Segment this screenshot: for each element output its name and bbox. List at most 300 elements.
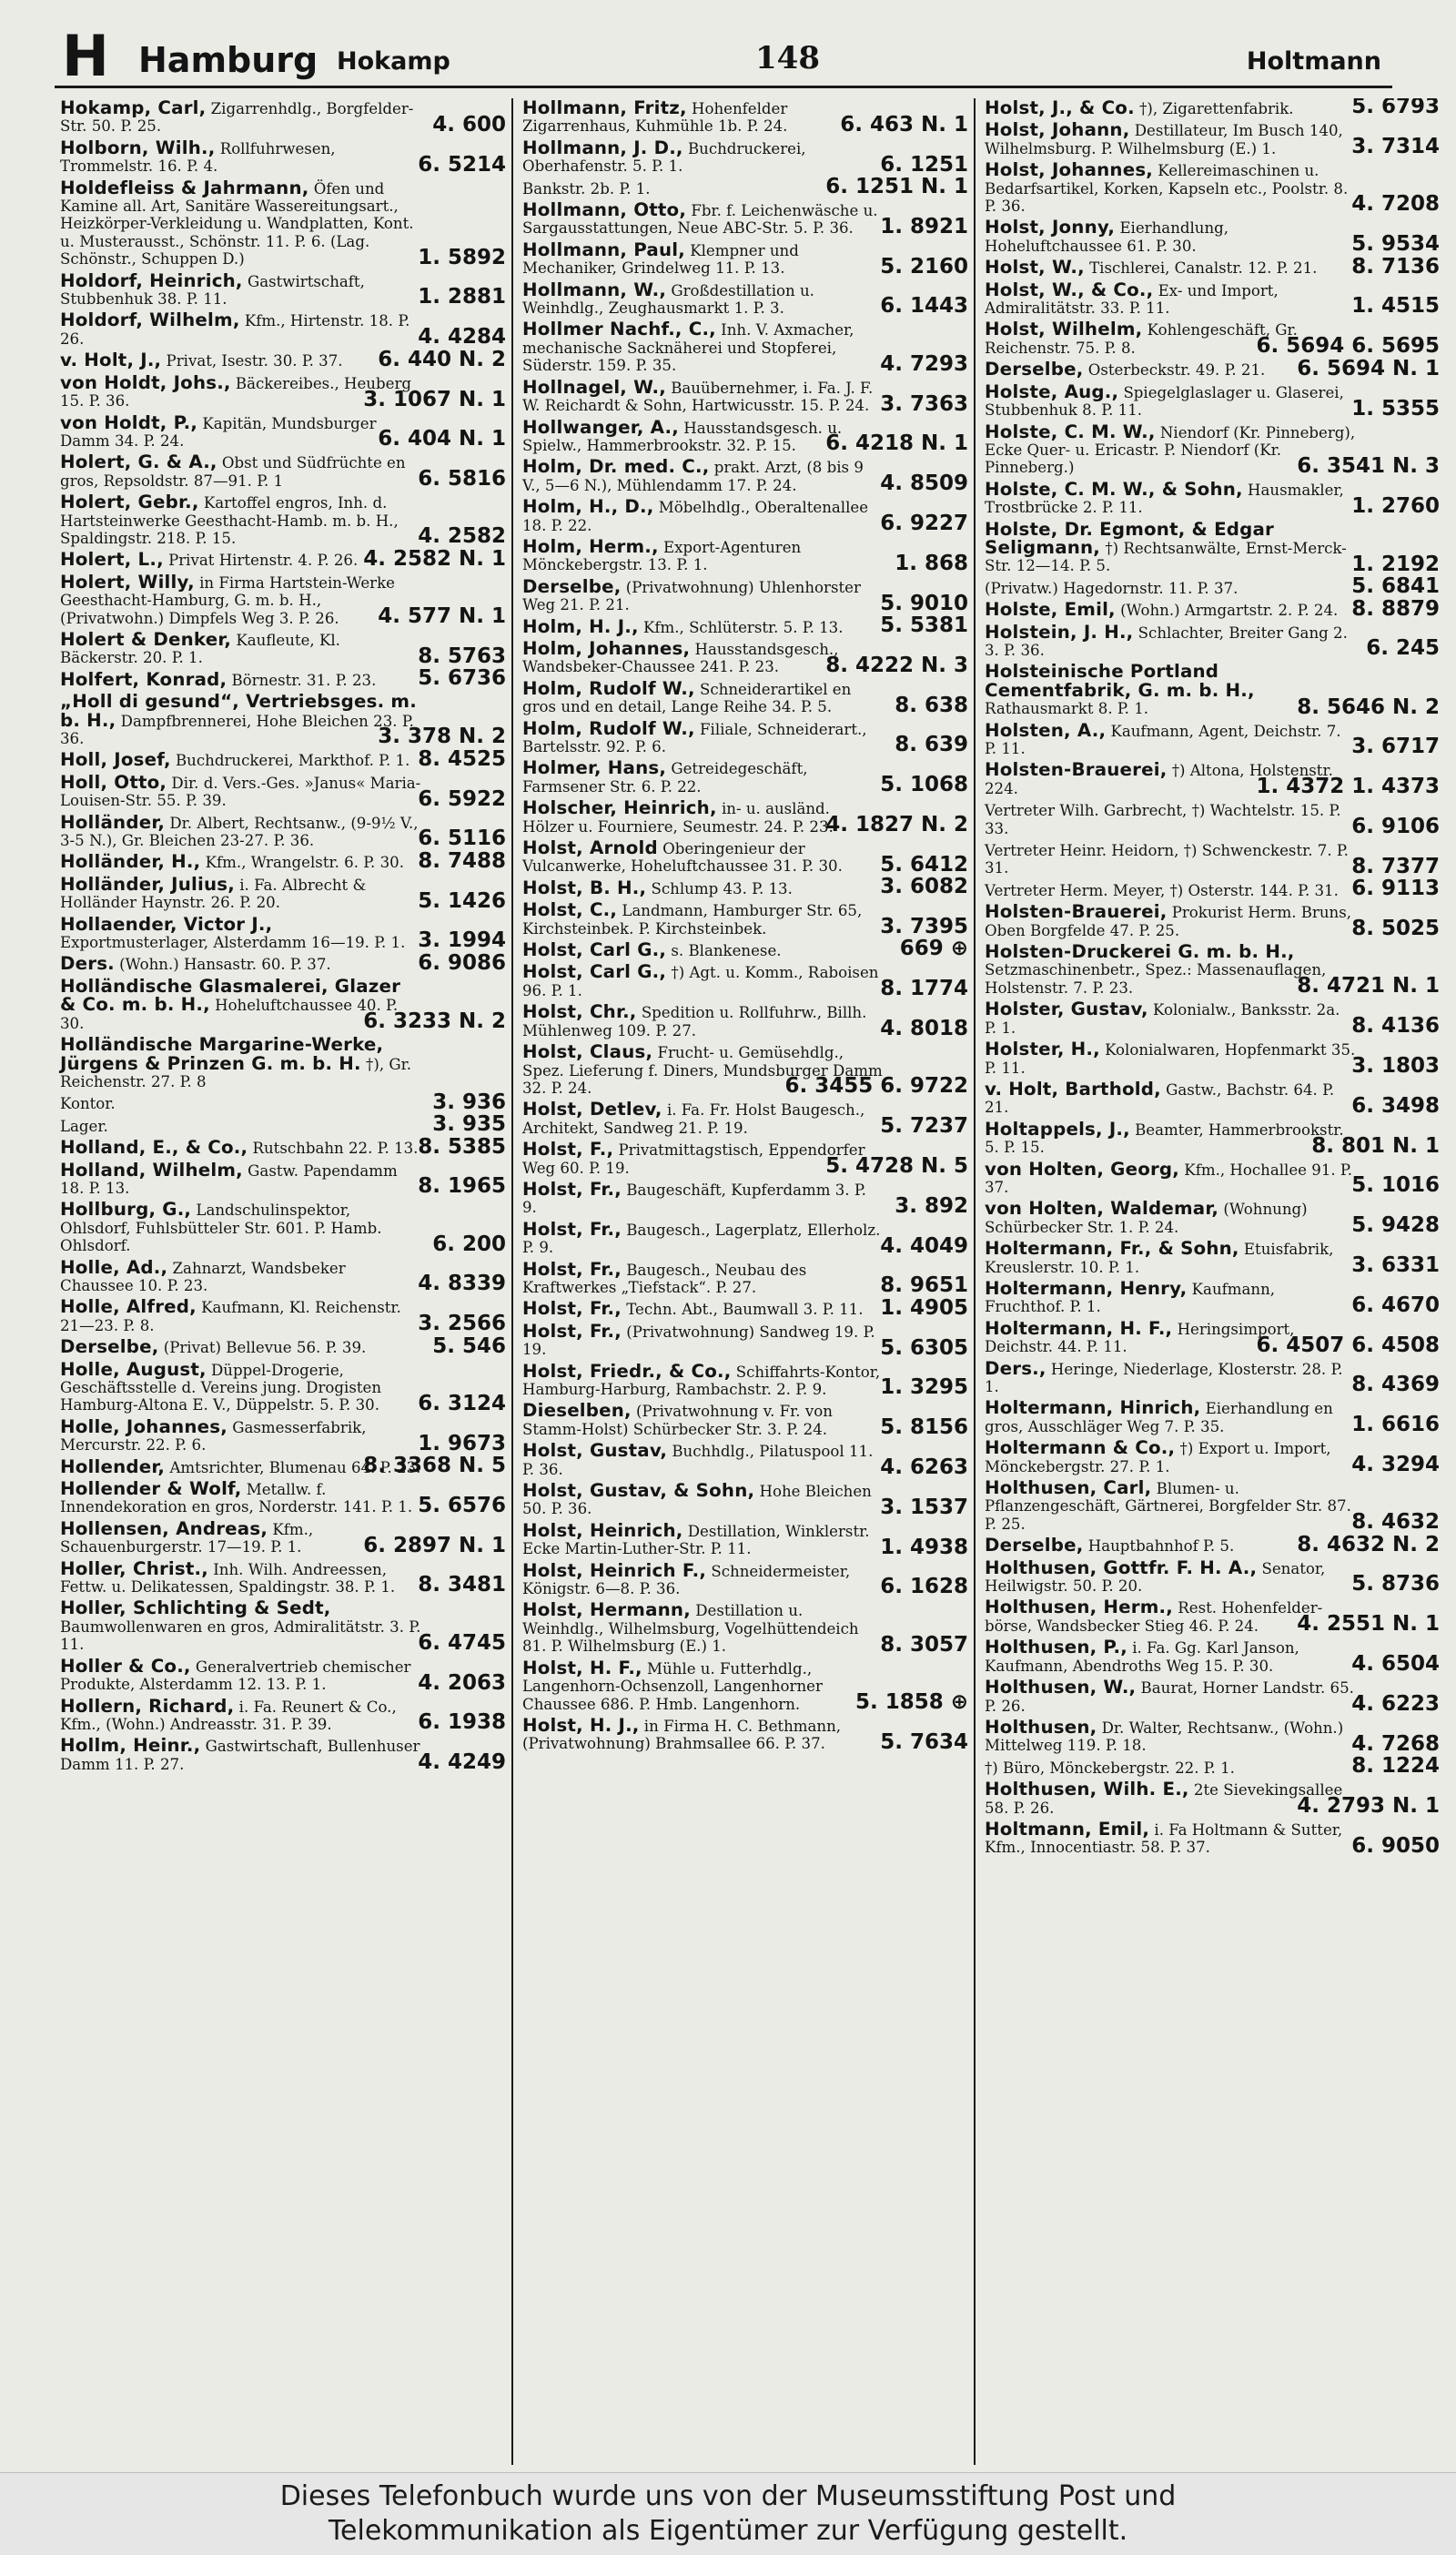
entry-detail: Buchhdlg., Pilatuspool 11. P. 36. xyxy=(522,1443,874,1478)
directory-entry xyxy=(55,1736,510,1776)
entry-phone-number: 4. 2582 N. 1 xyxy=(363,546,506,571)
directory-entry xyxy=(55,1454,510,1479)
entry-detail: Gastwirtschaft, Stubbenhuk 38. P. 11. xyxy=(60,272,365,309)
directory-entry xyxy=(979,902,1443,942)
entry-phone-number: 3. 1067 N. 1 xyxy=(363,387,506,411)
entry-phone-number: 6. 9106 xyxy=(1351,815,1440,839)
entry-phone-number: 8. 5385 xyxy=(418,1134,506,1159)
entry-phone-number: 1. 4515 xyxy=(1351,294,1440,319)
entry-phone-number: 5. 6412 xyxy=(880,852,968,877)
entry-name: Holst, Johann, xyxy=(985,119,1130,141)
directory-entry xyxy=(55,692,510,750)
directory-entry xyxy=(55,546,510,572)
entry-detail: Zigarrenhdlg., Borgfelder-Str. 50. P. 25. xyxy=(60,100,414,136)
entry-phone-number: 8. 3481 xyxy=(418,1573,506,1597)
entry-name: Holst, Heinrich, xyxy=(522,1519,683,1541)
directory-entry xyxy=(517,1362,972,1402)
directory-entry xyxy=(517,280,972,320)
entry-phone-number: 8. 4632 N. 2 xyxy=(1297,1532,1440,1556)
entry-detail: †), Gr. Reichenstr. 27. P. 8 xyxy=(60,1055,412,1090)
entry-detail: Senator, Heilwigstr. 50. P. 20. xyxy=(985,1559,1326,1596)
entry-name: Holste, C. M. W., xyxy=(985,421,1156,442)
entry-phone-number: 4. 6263 xyxy=(880,1455,968,1480)
directory-entry xyxy=(979,840,1443,880)
directory-entry xyxy=(979,1398,1443,1438)
entry-name: Holste, C. M. W., & Sohn, xyxy=(985,478,1243,500)
entry-phone-number: 8. 7136 xyxy=(1351,254,1440,279)
entry-phone-number: 8. 638 xyxy=(895,693,968,717)
directory-entry xyxy=(55,310,510,350)
directory-entry xyxy=(55,813,510,853)
directory-entry xyxy=(517,138,972,178)
entry-name: Holert, G. & A., xyxy=(60,451,217,473)
entry-detail: †) Büro, Mönckebergstr. 22. P. 1. xyxy=(985,1759,1235,1777)
directory-entry xyxy=(979,596,1443,622)
entry-name: Holst, H. J., xyxy=(522,1714,640,1736)
entry-phone-number: 8. 5646 N. 2 xyxy=(1297,695,1440,719)
entry-detail: Kapitän, Mundsburger Damm 34. P. 24. xyxy=(60,414,377,450)
entry-name: Holstein, J. H., xyxy=(985,621,1134,643)
directory-entry xyxy=(517,1295,972,1321)
entry-phone-number: 3. 7314 xyxy=(1351,135,1440,159)
entry-detail: Kfm., Hirtenstr. 18. P. 26. xyxy=(60,312,410,348)
entry-name: Holborn, Wilh., xyxy=(60,137,216,158)
entry-name: Hollmann, J. D., xyxy=(522,137,683,158)
entry-phone-number: 8. 3057 xyxy=(880,1632,968,1657)
entry-detail: Baurat, Horner Landstr. 65. P. 26. xyxy=(985,1679,1354,1715)
directory-entry xyxy=(979,1779,1443,1820)
entry-name: Holster, H., xyxy=(985,1039,1100,1060)
directory-entry xyxy=(517,175,972,200)
entry-name: Holland, Wilhelm, xyxy=(60,1159,243,1181)
entry-detail: Gastwirtschaft, Bullenhuser Damm 11. P. 27. xyxy=(60,1738,420,1773)
entry-detail: Baumwollenwaren en gros, Admiralitätstr. 3. P. 11. xyxy=(60,1617,421,1654)
entry-name: Holste, Aug., xyxy=(985,380,1119,402)
entry-detail: Eierhandlung, Hoheluftchaussee 61. P. 30. xyxy=(985,219,1229,255)
entry-name: Holtermann & Co., xyxy=(985,1437,1176,1459)
entry-phone-number: 5. 6576 xyxy=(418,1493,506,1517)
entry-detail: in Firma H. C. Bethmann, (Privatwohnung) Brahmsallee 66. P. 37. xyxy=(522,1717,842,1753)
entry-phone-number: 4. 7268 xyxy=(1351,1731,1440,1756)
entry-detail: Hohe Bleichen 50. P. 36. xyxy=(522,1483,872,1518)
directory-entry xyxy=(55,573,510,630)
entry-name: Holtappels, J., xyxy=(985,1118,1130,1140)
entry-name: Ders., xyxy=(985,1357,1046,1379)
entry-phone-number: 3. 1803 xyxy=(1351,1053,1440,1078)
entry-detail: Düppel-Drogerie, Geschäftsstelle d. Vereins jung. Drogisten Hamburg-Altona E. V., Düppelstr. 5. P. 30. xyxy=(60,1361,382,1414)
directory-entry xyxy=(55,1360,510,1417)
entry-phone-number: 6. 1938 xyxy=(418,1710,506,1735)
entry-phone-number: 4. 6504 xyxy=(1351,1652,1440,1677)
entry-detail: Mühle u. Futterhdlg., Langenhorn-Ochsenzoll, Langenhorner Chaussee 686. P. Hmb. Langenhorn. xyxy=(522,1659,823,1713)
entry-phone-number: 4. 2793 N. 1 xyxy=(1297,1793,1440,1818)
entry-detail: Kfm., Schlüterstr. 5. P. 13. xyxy=(642,618,844,636)
directory-entry xyxy=(979,1039,1443,1080)
entry-phone-number: 669 ⊕ xyxy=(899,937,968,961)
directory-entry xyxy=(979,98,1443,120)
entry-phone-number: 4. 8018 xyxy=(880,1017,968,1041)
directory-entry xyxy=(55,1479,510,1519)
entry-name: Holst, Heinrich F., xyxy=(522,1559,707,1581)
directory-entry xyxy=(979,1597,1443,1637)
directory-entry xyxy=(979,999,1443,1039)
entry-detail: in Firma Hartstein-Werke Geesthacht-Hamburg, G. m. b. H., (Privatwohn.) Dimpfels Weg 3. P. 26. xyxy=(60,573,395,627)
entry-detail: Vertreter Heinr. Heidorn, †) Schwenckestr. 7. P. 31. xyxy=(985,842,1349,877)
entry-name: Holst, Friedr., & Co., xyxy=(522,1360,732,1382)
directory-entry xyxy=(517,1658,972,1716)
entry-name: Holst, Arnold xyxy=(522,837,658,859)
directory-entry xyxy=(517,875,972,900)
entry-detail: Gastw., Bachstr. 64. P. 21. xyxy=(985,1080,1335,1117)
directory-entry xyxy=(979,721,1443,761)
entry-name: Holler, Christ., xyxy=(60,1557,208,1579)
entry-name: Hollburg, G., xyxy=(60,1199,192,1221)
directory-entry xyxy=(517,1322,972,1362)
entry-phone-number: 8. 8879 xyxy=(1351,596,1440,621)
directory-entry xyxy=(979,120,1443,160)
entry-name: Holst, Fr., xyxy=(522,1320,622,1342)
directory-entry xyxy=(979,1279,1443,1319)
entry-name: Holtermann, Fr., & Sohn, xyxy=(985,1238,1239,1260)
entry-detail: Spedition u. Rollfuhrw., Billh. Mühlenweg 109. P. 27. xyxy=(522,1004,867,1039)
entry-detail: Hausstandsgesch., Wandsbeker-Chaussee 241. P. 23. xyxy=(522,640,839,676)
directory-entry xyxy=(517,497,972,537)
directory-entry xyxy=(55,373,510,413)
entry-detail: Vertreter Herm. Meyer, †) Osterstr. 144. P. 31. xyxy=(985,881,1339,899)
entry-phone-number: 4. 1827 N. 2 xyxy=(825,813,968,837)
entry-detail: Obst und Südfrüchte en gros, Repsoldstr. 87—91. P. 1 xyxy=(60,454,406,490)
entry-name: Holm, Johannes, xyxy=(522,637,691,659)
entry-phone-number: 6. 3498 xyxy=(1351,1093,1440,1118)
entry-phone-number: 5. 7237 xyxy=(880,1114,968,1139)
entry-name: Holst, Carl G., xyxy=(522,961,667,983)
directory-entry xyxy=(517,838,972,878)
directory-entry xyxy=(517,378,972,418)
directory-entry xyxy=(979,1754,1443,1779)
entry-phone-number: 5. 9428 xyxy=(1351,1213,1440,1238)
directory-entry xyxy=(517,758,972,798)
entry-name: Holst, Fr., xyxy=(522,1298,622,1320)
directory-entry xyxy=(517,1441,972,1481)
entry-detail: i. Fa Holtmann & Sutter, Kfm., Innocentiastr. 58. P. 37. xyxy=(985,1820,1343,1857)
entry-name: Holsten-Brauerei, xyxy=(985,901,1168,923)
entry-detail: (Privatwohnung) Sandweg 19. P. 19. xyxy=(522,1323,875,1359)
directory-entry xyxy=(55,1333,510,1359)
directory-entry xyxy=(979,422,1443,480)
directory-entry xyxy=(979,623,1443,663)
entry-phone-number: 1. 8921 xyxy=(880,214,968,238)
entry-phone-number: 1. 2192 xyxy=(1351,552,1440,576)
directory-entry xyxy=(517,1561,972,1601)
directory-entry xyxy=(55,98,510,138)
directory-entry xyxy=(55,1559,510,1599)
entry-detail: †) Rechtsanwälte, Ernst-Merck-Str. 12—14. P. 5. xyxy=(985,539,1347,575)
entry-phone-number: 4. 4049 xyxy=(880,1233,968,1258)
entry-detail: Buchdruckerei, Markthof. P. 1. xyxy=(175,752,410,770)
entry-name: Holste, Emil, xyxy=(985,599,1116,621)
entry-phone-number: 4. 7293 xyxy=(880,351,968,376)
entry-name: Holthusen, xyxy=(985,1716,1097,1738)
entry-name: Hollwanger, A., xyxy=(522,416,679,438)
entry-name: Holst, Gustav, xyxy=(522,1440,668,1462)
entry-name: Hollmann, Paul, xyxy=(522,238,685,260)
entry-name: Holthusen, Gottfr. F. H. A., xyxy=(985,1556,1258,1578)
entry-detail: Destillateur, Im Busch 140, Wilhelmsburg. P. Wilhelmsburg (E.) 1. xyxy=(985,122,1343,157)
entry-phone-number: 5. 8156 xyxy=(880,1415,968,1440)
entry-detail: Destillation, Winklerstr. Ecke Martin-Luther-Str. P. 11. xyxy=(522,1522,870,1558)
entry-phone-number: 5. 6841 xyxy=(1351,574,1440,599)
directory-entry xyxy=(55,452,510,492)
entry-phone-number: 4. 8509 xyxy=(880,471,968,496)
entry-name: Dieselben, xyxy=(522,1400,632,1422)
directory-entry xyxy=(979,1678,1443,1718)
directory-entry xyxy=(55,1657,510,1697)
entry-name: v. Holt, Barthold, xyxy=(985,1078,1161,1100)
entry-name: Holst, Wilhelm, xyxy=(985,319,1143,340)
entry-name: Hollmer Nachf., C., xyxy=(522,319,716,340)
entry-name: Holst, W., & Co., xyxy=(985,279,1154,300)
directory-entry xyxy=(55,1417,510,1457)
entry-detail: Kolonialwaren, Hopfenmarkt 35. P. 11. xyxy=(985,1041,1356,1077)
entry-phone-number: 8. 4369 xyxy=(1351,1373,1440,1397)
entry-detail: Vertreter Wilh. Garbrecht, †) Wachtelstr. 15. P. 33. xyxy=(985,802,1341,837)
entry-name: Holert & Denker, xyxy=(60,628,232,650)
entry-phone-number: 5. 8736 xyxy=(1351,1572,1440,1597)
entry-detail: Metallw. f. Innendekoration en gros, Norderstr. 141. P. 1. xyxy=(60,1481,413,1516)
entry-phone-number: 5. 5381 xyxy=(880,613,968,637)
entry-detail: Prokurist Herm. Bruns, Oben Borgfelde 47. P. 25. xyxy=(985,904,1352,939)
entry-name: Holfert, Konrad, xyxy=(60,668,228,690)
directory-entry xyxy=(517,719,972,759)
entry-name: Holthusen, Herm., xyxy=(985,1597,1173,1618)
entry-phone-number: 8. 1224 xyxy=(1351,1754,1440,1779)
entry-phone-number: 4. 4249 xyxy=(418,1750,506,1775)
directory-entry xyxy=(517,798,972,838)
directory-entry xyxy=(55,138,510,178)
entry-phone-number: 4. 6223 xyxy=(1351,1691,1440,1716)
entry-name: Holle, Johannes, xyxy=(60,1415,228,1437)
entry-detail: Baugeschäft, Kupferdamm 3. P. 9. xyxy=(522,1181,866,1217)
entry-detail: 2te Sievekingsallee 58. P. 26. xyxy=(985,1781,1343,1817)
directory-entry xyxy=(517,577,972,617)
directory-entry xyxy=(517,1140,972,1180)
entry-phone-number: 5. 4728 N. 5 xyxy=(825,1153,968,1178)
last-entry-word: Holtmann xyxy=(1246,47,1381,76)
entry-name: Holst, Fr., xyxy=(522,1258,622,1280)
directory-entry xyxy=(517,418,972,458)
entry-name: Hollender & Wolf, xyxy=(60,1478,242,1500)
entry-phone-number: 5. 1068 xyxy=(880,773,968,797)
entry-phone-number: 5. 7634 xyxy=(880,1729,968,1754)
directory-entry xyxy=(517,1180,972,1220)
entry-detail: (Wohnung) Schürbecker Str. 1. P. 24. xyxy=(985,1201,1308,1236)
entry-detail: Eierhandlung en gros, Ausschläger Weg 7. P. 35. xyxy=(985,1400,1333,1435)
entry-phone-number: 6. 5922 xyxy=(418,786,506,811)
directory-entry xyxy=(517,937,972,962)
directory-entry xyxy=(55,492,510,550)
directory-entry xyxy=(517,1521,972,1561)
directory-entry xyxy=(55,630,510,670)
directory-entry xyxy=(979,1120,1443,1160)
entry-detail: Dr. Walter, Rechtsanw., (Wohn.) Mittelweg 119. P. 18. xyxy=(985,1719,1344,1755)
entry-phone-number: 8. 7488 xyxy=(418,848,506,873)
entry-detail: Spiegelglaslager u. Glaserei, Stubbenhuk 8. P. 11. xyxy=(985,383,1344,420)
directory-entry xyxy=(517,1260,972,1300)
entry-name: Hollmann, Otto, xyxy=(522,199,687,221)
entry-detail: Rutschbahn 22. P. 13. xyxy=(252,1140,419,1158)
entry-name: Derselbe, xyxy=(522,575,622,597)
directory-entry xyxy=(55,848,510,874)
entry-detail: Kontor. xyxy=(60,1095,116,1113)
entry-name: Hollensen, Andreas, xyxy=(60,1517,268,1539)
directory-entry xyxy=(979,1478,1443,1536)
directory-entry xyxy=(517,1100,972,1140)
entry-phone-number: 8. 5763 xyxy=(418,644,506,668)
entry-phone-number: 3. 6082 xyxy=(880,875,968,899)
entry-detail: Kaufmann, Agent, Deichstr. 7. P. 11. xyxy=(985,722,1341,757)
directory-entry xyxy=(517,679,972,719)
entry-name: Holler, Schlichting & Sedt, xyxy=(60,1597,331,1619)
entry-name: Hollmann, W., xyxy=(522,279,667,300)
entry-phone-number: 8. 3368 N. 5 xyxy=(363,1454,506,1478)
entry-detail: Niendorf (Kr. Pinneberg), Ecke Quer- u. Ericastr. P. Niendorf (Kr. Pinneberg.) xyxy=(985,423,1356,477)
entry-detail: Dampfbrennerei, Hohe Bleichen 23. P. 36. xyxy=(60,712,414,747)
entry-detail: Öfen und Kamine all. Art, Sanitäre Wassereitungsart., Heizkörper-Verkleidung u. Wandplatten, Kont. u. Musterausst., Schönstr. 11. P. 6. (Lag. Schönstr., Schuppen D.) xyxy=(60,179,414,269)
directory-entry xyxy=(979,800,1443,840)
entry-detail: Gastw. Papendamm 18. P. 13. xyxy=(60,1161,398,1197)
entry-detail: Schlachter, Breiter Gang 2. 3. P. 36. xyxy=(985,624,1348,659)
entry-detail: Techn. Abt., Baumwall 3. P. 11. xyxy=(626,1301,864,1319)
directory-entry xyxy=(979,662,1443,720)
entry-phone-number: 6. 404 N. 1 xyxy=(378,427,506,451)
entry-name: Derselbe, xyxy=(985,1535,1084,1556)
entry-name: Holst, Gustav, & Sohn, xyxy=(522,1480,755,1502)
entry-detail: Dir. d. Vers.-Ges. »Janus« Maria-Louisen-Str. 55. P. 39. xyxy=(60,774,421,810)
entry-name: Holscher, Heinrich, xyxy=(522,797,717,819)
entry-name: Holm, Rudolf W., xyxy=(522,717,695,739)
entry-phone-number: 8. 801 N. 1 xyxy=(1311,1133,1440,1158)
directory-entry xyxy=(55,746,510,772)
entry-name: Holl, Otto, xyxy=(60,771,167,793)
directory-entry xyxy=(979,319,1443,360)
entry-name: Holländische Margarine-Werke, Jürgens & Prinzen G. m. b. H. xyxy=(60,1034,384,1074)
entry-name: v. Holt, J., xyxy=(60,350,162,371)
entry-name: Holst, F., xyxy=(522,1139,614,1161)
entry-name: Holdorf, Heinrich, xyxy=(60,269,243,291)
entry-phone-number: 8. 1965 xyxy=(418,1174,506,1199)
directory-entry xyxy=(979,1820,1443,1860)
entry-phone-number: 6. 9227 xyxy=(880,511,968,535)
entry-name: Hollern, Richard, xyxy=(60,1695,235,1717)
entry-phone-number: 3. 892 xyxy=(895,1193,968,1218)
entry-name: Holm, Rudolf W., xyxy=(522,677,695,699)
entry-name: Hollender, xyxy=(60,1455,166,1477)
entry-phone-number: 6. 5816 xyxy=(418,467,506,492)
entry-detail: Baugesch., Neubau des Kraftwerkes „Tiefstack“. P. 27. xyxy=(522,1261,807,1296)
entry-detail: in- u. ausländ. Hölzer u. Fourniere, Seumestr. 24. P. 23. xyxy=(522,800,834,836)
entry-name: Holtermann, H. F., xyxy=(985,1317,1173,1339)
entry-phone-number: 3. 936 xyxy=(432,1090,506,1114)
entry-name: Holm, H., D., xyxy=(522,496,654,518)
directory-entry xyxy=(55,178,510,271)
entry-phone-number: 4. 8339 xyxy=(418,1272,506,1296)
entry-detail: Generalvertrieb chemischer Produkte, Alsterdamm 12. 13. P. 1. xyxy=(60,1658,411,1694)
entry-name: Holst, Fr., xyxy=(522,1178,622,1200)
directory-entry xyxy=(979,1359,1443,1399)
entry-name: Holsten-Brauerei, xyxy=(985,759,1168,781)
entry-name: Holst, Fr., xyxy=(522,1218,622,1240)
footer-line-2: Telekommunikation als Eigentümer zur Verfügung gestellt. xyxy=(328,2515,1128,2547)
directory-entry xyxy=(55,875,510,915)
entry-phone-number: 6. 1251 N. 1 xyxy=(825,175,968,199)
entry-detail: Schneidermeister, Königstr. 6—8. P. 36. xyxy=(522,1562,851,1598)
entry-name: Derselbe, xyxy=(985,359,1084,380)
entry-name: Holst, W., xyxy=(985,257,1085,279)
directory-entry xyxy=(979,1558,1443,1598)
entry-phone-number: 6. 200 xyxy=(432,1232,506,1256)
directory-entry xyxy=(979,1718,1443,1758)
directory-entry xyxy=(517,98,972,138)
directory-entry xyxy=(55,915,510,955)
entry-detail: Schiffahrts-Kontor, Hamburg-Harburg, Rambachstr. 2. P. 9. xyxy=(522,1363,881,1398)
entry-detail: (Wohn.) Armgartstr. 2. P. 24. xyxy=(1120,602,1339,620)
directory-entry xyxy=(979,1199,1443,1239)
directory-entry xyxy=(55,1035,510,1093)
entry-detail: Inh. V. Axmacher, mechanische Sacknäherei und Stopferei, Süderstr. 159. P. 35. xyxy=(522,321,854,375)
directory-entry xyxy=(517,240,972,280)
directory-column-3 xyxy=(979,98,1443,2465)
directory-entry xyxy=(979,1532,1443,1557)
entry-phone-number: 8. 639 xyxy=(895,733,968,757)
entry-phone-number: 3. 1537 xyxy=(880,1495,968,1519)
directory-entry xyxy=(979,1080,1443,1120)
directory-entry xyxy=(517,457,972,497)
entry-detail: †) Altona, Holstenstr. 224. xyxy=(985,762,1333,797)
entry-name: Holdorf, Wilhelm, xyxy=(60,309,240,331)
directory-entry xyxy=(517,1042,972,1100)
entry-detail: Fbr. f. Leichenwäsche u. Sargausstattungen, Neue ABC-Str. 5. P. 36. xyxy=(522,202,878,238)
entry-phone-number: 3. 378 N. 2 xyxy=(378,725,506,749)
entry-phone-number: 1. 4905 xyxy=(880,1295,968,1320)
entry-detail: (Privatw.) Hagedornstr. 11. P. 37. xyxy=(985,579,1239,597)
directory-entry xyxy=(979,520,1443,578)
entry-name: Holländische Glasmalerei, Glazer & Co. m. b. H., xyxy=(60,975,401,1016)
entry-phone-number: 5. 9534 xyxy=(1351,232,1440,257)
directory-entry xyxy=(517,1401,972,1441)
entry-detail: Hauptbahnhof P. 5. xyxy=(1087,1537,1235,1556)
directory-entry xyxy=(979,480,1443,520)
entry-phone-number: 6. 4507 6. 4508 xyxy=(1256,1333,1440,1357)
entry-phone-number: 8. 4222 N. 3 xyxy=(825,653,968,677)
archive-footer xyxy=(0,2472,1456,2555)
entry-name: Holert, L., xyxy=(60,549,164,571)
entry-phone-number: 8. 4721 N. 1 xyxy=(1297,974,1440,999)
entry-name: Holland, E., & Co., xyxy=(60,1137,248,1159)
entry-detail: Kartoffel engros, Inh. d. Hartsteinwerke Geesthacht-Hamb. m. b. H., Spaldingstr. 218. P. 15. xyxy=(60,494,399,547)
entry-phone-number: 6. 4218 N. 1 xyxy=(825,431,968,456)
entry-detail: Etuisfabrik, Kreuslerstr. 10. P. 1. xyxy=(985,1241,1334,1276)
entry-detail: Kfm., Schauenburgerstr. 17—19. P. 1. xyxy=(60,1520,314,1556)
entry-name: Holst, Johannes, xyxy=(985,159,1154,181)
entry-detail: Oberingenieur der Vulcanwerke, Hoheluftchaussee 31. P. 30. xyxy=(522,840,843,876)
entry-detail: Kaufmann, Fruchthof. P. 1. xyxy=(985,1280,1276,1316)
directory-entry xyxy=(55,1200,510,1257)
entry-detail: Kellereimaschinen u. Bedarfsartikel, Korken, Kapseln etc., Poolstr. 8. P. 36. xyxy=(985,162,1349,216)
entry-name: Holst, Claus, xyxy=(522,1041,653,1063)
entry-name: Holert, Willy, xyxy=(60,571,195,593)
entry-phone-number: 1. 6616 xyxy=(1351,1413,1440,1437)
entry-phone-number: 4. 577 N. 1 xyxy=(378,603,506,628)
